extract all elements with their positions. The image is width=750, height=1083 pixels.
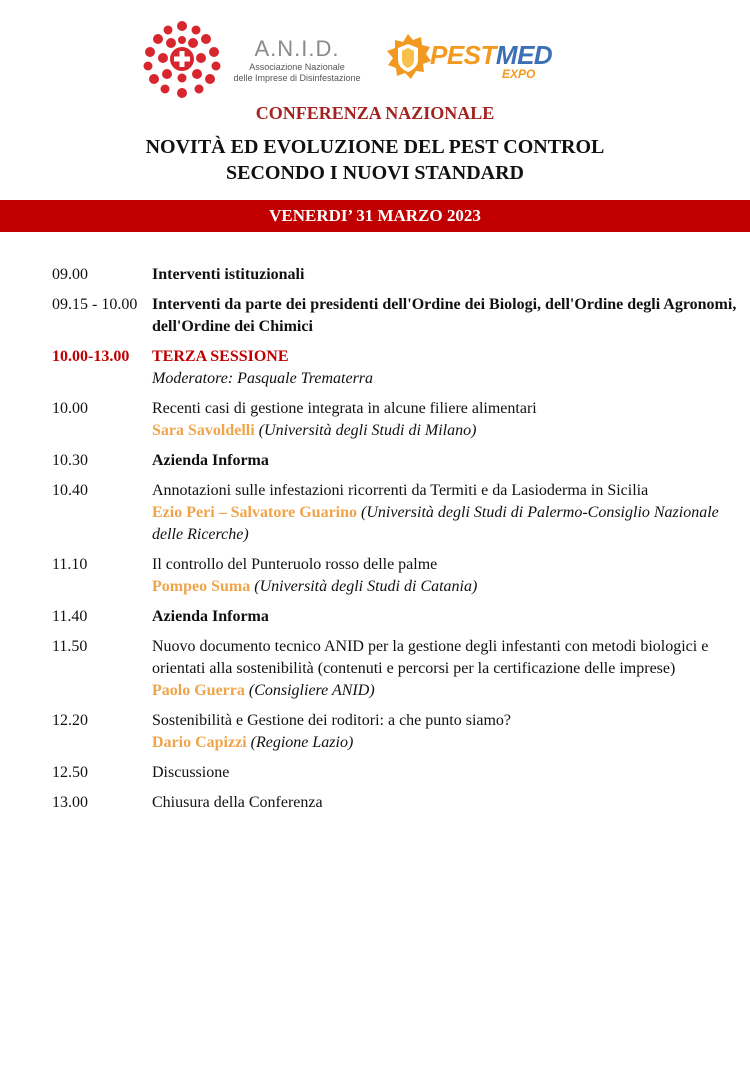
talk-title: Discussione [152, 764, 230, 781]
schedule-row [52, 636, 742, 702]
anid-logo-icon [141, 20, 223, 98]
session-moderator: Moderatore: Pasquale Trematerra [152, 370, 374, 387]
schedule-time: 10.30 [52, 452, 88, 469]
pestmed-part2: MED [495, 40, 553, 70]
schedule-row [52, 398, 742, 442]
conference-label: CONFERENZA NAZIONALE [255, 103, 495, 123]
schedule-title: Azienda Informa [152, 452, 269, 469]
speaker-affiliation: (Consigliere ANID) [248, 682, 375, 699]
talk-title: Annotazioni sulle infestazioni ricorrenti da Termiti e da Lasioderma in Sicilia [152, 482, 649, 499]
schedule-time: 09.00 [52, 266, 88, 283]
speaker-affiliation: (Regione Lazio) [250, 734, 354, 751]
schedule-row [52, 346, 742, 390]
anid-name: A.N.I.D. [254, 36, 340, 61]
schedule-row [52, 762, 742, 784]
schedule-time: 11.50 [52, 638, 88, 655]
anid-wordmark [232, 36, 362, 84]
schedule-row [52, 294, 742, 338]
schedule-row [52, 554, 742, 598]
anid-subtitle-2: delle Imprese di Disinfestazione [233, 73, 361, 83]
pestmed-gear-icon [383, 32, 433, 82]
schedule-time: 10.00 [52, 400, 88, 417]
schedule-time: 11.10 [52, 556, 88, 573]
schedule-row [52, 606, 742, 628]
session-title: TERZA SESSIONE [152, 348, 289, 365]
schedule-title: Interventi da parte dei presidenti dell'Ordine dei Biologi, dell'Ordine degli Agronomi, dell'Ordine dei Chimici [152, 296, 737, 335]
speaker-name: Ezio Peri – Salvatore Guarino [152, 504, 358, 521]
schedule-time: 13.00 [52, 794, 88, 811]
schedule-time: 12.20 [52, 712, 88, 729]
pestmed-name [430, 42, 552, 68]
anid-subtitle-1: Associazione Nazionale [249, 62, 345, 72]
title-line-2: SECONDO I NUOVI STANDARD [226, 162, 524, 184]
pestmed-part1: PEST [430, 40, 496, 70]
schedule-row [52, 264, 742, 286]
speaker-affiliation: (Università degli Studi di Palermo-Consiglio Nazionale delle Ricerche) [152, 504, 719, 543]
date-text: VENERDI’ 31 MARZO 2023 [269, 206, 481, 225]
schedule-row [52, 710, 742, 754]
schedule-time: 09.15 - 10.00 [52, 296, 138, 313]
talk-title: Nuovo documento tecnico ANID per la gestione degli infestanti con metodi biologici e orientati alla sostenibilità (contenuti e percorsi per la certificazione delle imprese) [152, 638, 709, 677]
schedule [52, 264, 742, 822]
page-title [0, 134, 750, 186]
speaker-name: Pompeo Suma [152, 578, 251, 595]
speaker-affiliation: (Università degli Studi di Milano) [258, 422, 477, 439]
speaker-affiliation: (Università degli Studi di Catania) [254, 578, 478, 595]
talk-title: Recenti casi di gestione integrata in alcune filiere alimentari [152, 400, 537, 417]
pestmed-expo: EXPO [502, 67, 536, 81]
date-band [0, 200, 750, 232]
schedule-row [52, 480, 742, 546]
schedule-time: 12.50 [52, 764, 88, 781]
speaker-name: Dario Capizzi [152, 734, 247, 751]
speaker-name: Sara Savoldelli [152, 422, 255, 439]
talk-title: Sostenibilità e Gestione dei roditori: a che punto siamo? [152, 712, 512, 729]
schedule-row [52, 792, 742, 814]
schedule-title: Interventi istituzionali [152, 266, 305, 283]
schedule-time: 10.40 [52, 482, 88, 499]
talk-title: Chiusura della Conferenza [152, 794, 323, 811]
talk-title: Il controllo del Punteruolo rosso delle palme [152, 556, 438, 573]
speaker-name: Paolo Guerra [152, 682, 245, 699]
session-time: 10.00-13.00 [52, 348, 130, 365]
schedule-row [52, 450, 742, 472]
schedule-title: Azienda Informa [152, 608, 269, 625]
pestmed-wordmark [430, 40, 553, 81]
schedule-time: 11.40 [52, 608, 88, 625]
title-line-1: NOVITÀ ED EVOLUZIONE DEL PEST CONTROL [145, 136, 605, 158]
header-logos [0, 10, 750, 90]
